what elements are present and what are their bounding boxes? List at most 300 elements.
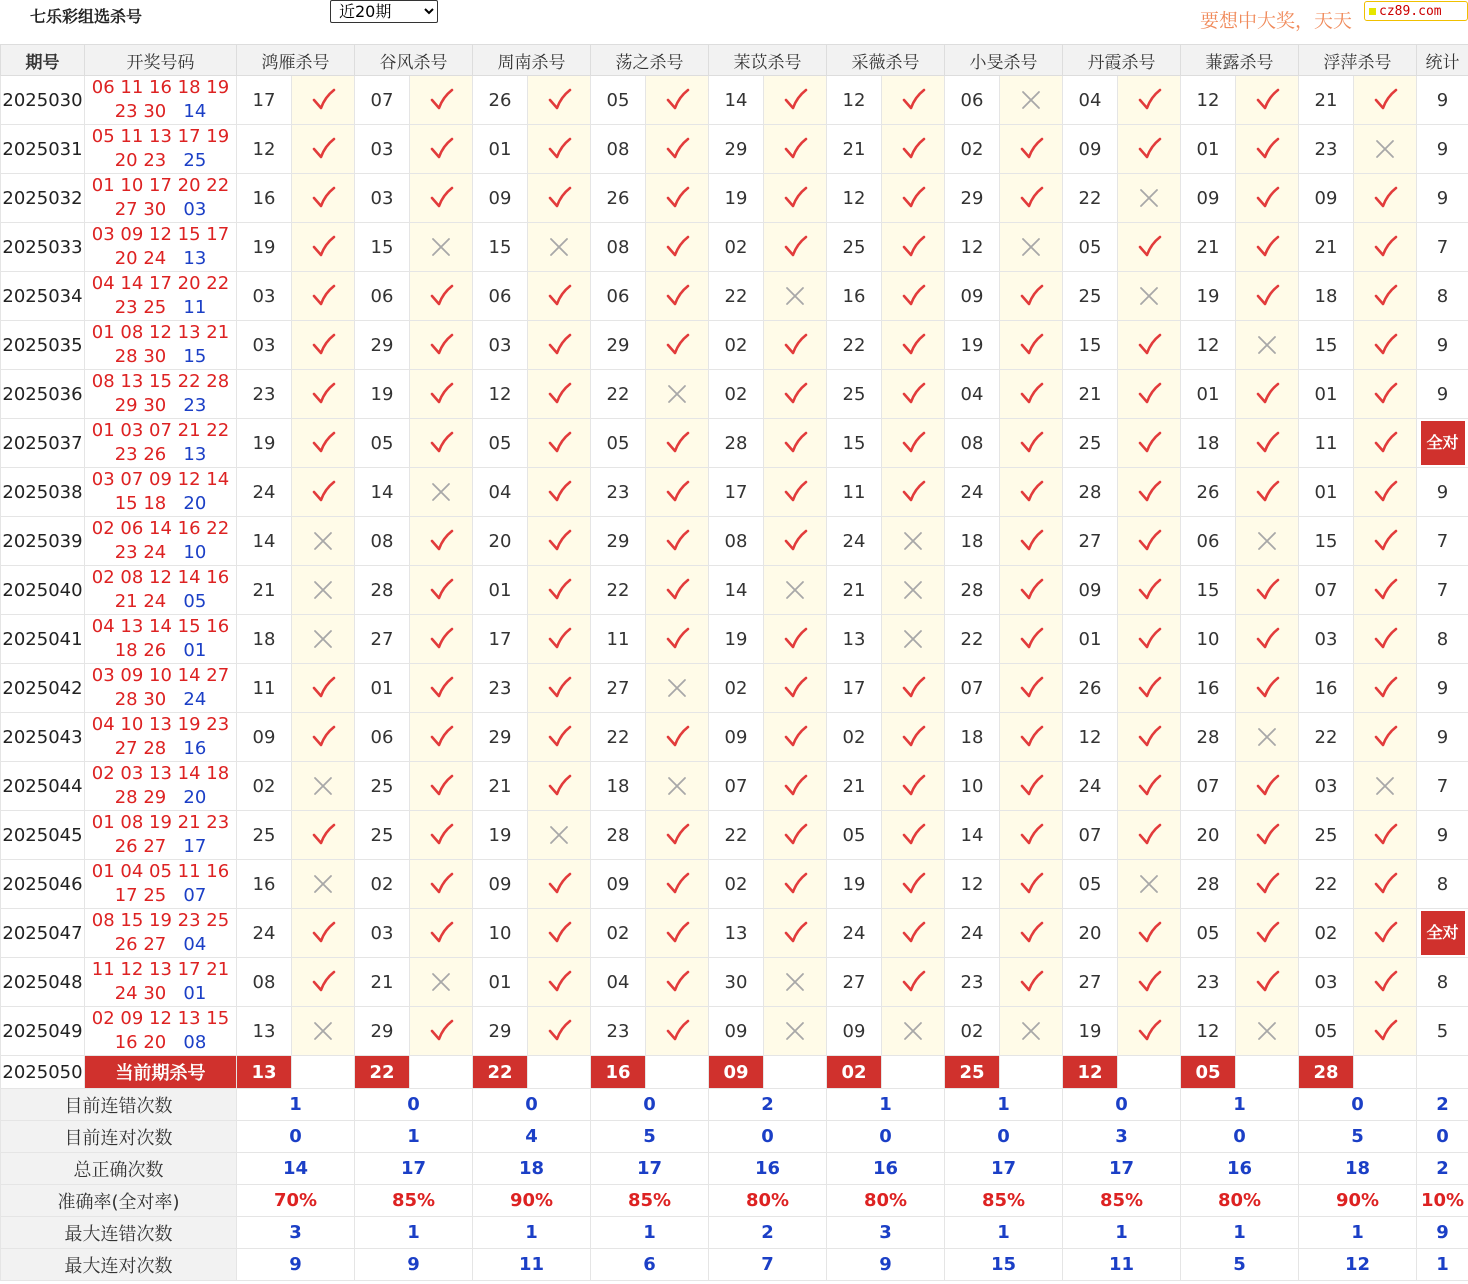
current-label: 当前期杀号	[85, 1056, 237, 1089]
kill-number-table	[0, 44, 1468, 1281]
kill-number: 14	[709, 76, 764, 125]
issue-cell: 2025034	[1, 272, 85, 321]
result-cell	[764, 615, 827, 664]
result-cell	[1236, 468, 1299, 517]
kill-number: 09	[237, 713, 292, 762]
check-icon	[1136, 479, 1162, 505]
result-cell	[1354, 762, 1417, 811]
draw-numbers-tail: 28 30	[114, 689, 167, 710]
check-icon	[310, 234, 336, 260]
check-icon	[1018, 675, 1044, 701]
kill-number: 25	[1063, 419, 1118, 468]
kill-number: 28	[709, 419, 764, 468]
kill-number: 02	[355, 860, 410, 909]
summary-value: 5	[591, 1121, 709, 1153]
special-number: 04	[183, 934, 207, 955]
kill-number: 17	[827, 664, 882, 713]
result-cell	[1354, 468, 1417, 517]
check-icon	[1372, 1018, 1398, 1044]
check-icon	[1372, 626, 1398, 652]
header-issue: 期号	[1, 45, 85, 76]
check-icon	[782, 87, 808, 113]
kill-number: 23	[1299, 125, 1354, 174]
draw-numbers-line1: 02 09 12 13 15	[91, 1008, 230, 1029]
special-number: 20	[183, 493, 207, 514]
kill-number: 08	[355, 517, 410, 566]
check-icon	[1136, 1018, 1162, 1044]
kill-number: 05	[1063, 860, 1118, 909]
check-icon	[1136, 430, 1162, 456]
result-cell	[764, 860, 827, 909]
cross-icon	[1372, 773, 1398, 799]
check-icon	[900, 724, 926, 750]
result-cell	[410, 762, 473, 811]
kill-number: 05	[1181, 909, 1236, 958]
kill-number: 03	[237, 321, 292, 370]
draw-numbers-tail: 17 25	[114, 885, 167, 906]
check-icon	[782, 724, 808, 750]
result-cell	[646, 468, 709, 517]
cross-icon	[1136, 185, 1162, 211]
result-cell	[1354, 370, 1417, 419]
header-expert[interactable]: 采薇杀号	[827, 45, 945, 76]
kill-number: 17	[473, 615, 528, 664]
result-cell	[528, 615, 591, 664]
special-number: 05	[183, 591, 207, 612]
draw-numbers-line2	[85, 982, 236, 1006]
cross-icon	[546, 234, 572, 260]
summary-value: 70%	[237, 1185, 355, 1217]
result-cell	[646, 174, 709, 223]
result-cell	[1236, 811, 1299, 860]
special-number: 01	[183, 640, 207, 661]
summary-value: 16	[709, 1153, 827, 1185]
header-stat: 统计	[1417, 45, 1468, 76]
kill-number: 19	[709, 615, 764, 664]
result-cell	[1118, 76, 1181, 125]
kill-number: 12	[945, 223, 1000, 272]
draw-numbers-line1: 01 03 07 21 22	[91, 420, 230, 441]
draw-numbers-line2	[85, 884, 236, 908]
kill-number: 09	[709, 1007, 764, 1056]
kill-number: 21	[1063, 370, 1118, 419]
result-cell	[1236, 1007, 1299, 1056]
result-cell	[1236, 419, 1299, 468]
result-cell	[1118, 909, 1181, 958]
result-cell	[1118, 811, 1181, 860]
draw-numbers-cell	[85, 713, 237, 762]
kill-number: 14	[355, 468, 410, 517]
kill-number: 07	[1299, 566, 1354, 615]
cross-icon	[1018, 1018, 1044, 1044]
result-cell	[1000, 174, 1063, 223]
kill-number: 16	[237, 174, 292, 223]
kill-number: 06	[355, 272, 410, 321]
check-icon	[428, 773, 454, 799]
check-icon	[428, 332, 454, 358]
kill-number: 02	[709, 223, 764, 272]
kill-number: 21	[827, 762, 882, 811]
header-expert[interactable]: 谷风杀号	[355, 45, 473, 76]
check-icon	[900, 920, 926, 946]
draw-numbers-cell	[85, 909, 237, 958]
draw-numbers-line1: 05 11 13 17 19	[91, 126, 230, 147]
result-cell	[528, 811, 591, 860]
cross-icon	[310, 577, 336, 603]
result-cell	[1118, 223, 1181, 272]
check-icon	[1018, 185, 1044, 211]
check-icon	[310, 724, 336, 750]
result-cell	[1354, 713, 1417, 762]
check-icon	[1018, 381, 1044, 407]
result-cell	[1118, 125, 1181, 174]
kill-number: 09	[473, 174, 528, 223]
cross-icon	[310, 871, 336, 897]
summary-value: 90%	[1299, 1185, 1417, 1217]
check-icon	[546, 528, 572, 554]
result-cell	[1236, 517, 1299, 566]
summary-value: 0	[355, 1089, 473, 1121]
result-cell	[646, 811, 709, 860]
kill-number: 11	[237, 664, 292, 713]
check-icon	[546, 773, 572, 799]
kill-number: 30	[709, 958, 764, 1007]
result-cell	[646, 272, 709, 321]
check-icon	[1136, 136, 1162, 162]
result-cell	[1000, 272, 1063, 321]
check-icon	[664, 283, 690, 309]
issue-cell: 2025044	[1, 762, 85, 811]
result-cell	[528, 419, 591, 468]
check-icon	[310, 675, 336, 701]
check-icon	[664, 430, 690, 456]
result-cell	[764, 370, 827, 419]
kill-number: 17	[237, 76, 292, 125]
summary-value: 1	[1063, 1217, 1181, 1249]
check-icon	[310, 381, 336, 407]
header-expert[interactable]: 蒹露杀号	[1181, 45, 1299, 76]
check-icon	[428, 381, 454, 407]
result-cell	[410, 909, 473, 958]
special-number: 15	[183, 346, 207, 367]
cross-icon	[1254, 1018, 1280, 1044]
special-number: 13	[183, 444, 207, 465]
kill-number: 24	[237, 468, 292, 517]
cross-icon	[1018, 234, 1044, 260]
result-cell	[882, 860, 945, 909]
result-cell	[292, 76, 355, 125]
kill-number: 25	[827, 370, 882, 419]
kill-number: 21	[355, 958, 410, 1007]
result-cell	[410, 76, 473, 125]
result-cell	[646, 125, 709, 174]
summary-value: 85%	[945, 1185, 1063, 1217]
stat-cell: 8	[1417, 615, 1468, 664]
draw-numbers-cell	[85, 566, 237, 615]
kill-number: 02	[945, 1007, 1000, 1056]
special-number: 08	[183, 1032, 207, 1053]
kill-number: 27	[355, 615, 410, 664]
kill-number: 18	[1181, 419, 1236, 468]
table-row	[1, 811, 1468, 860]
summary-value: 0	[591, 1089, 709, 1121]
kill-number: 18	[945, 517, 1000, 566]
kill-number: 12	[1181, 1007, 1236, 1056]
check-icon	[900, 430, 926, 456]
check-icon	[1254, 920, 1280, 946]
draw-numbers-line2	[85, 933, 236, 957]
summary-value: 18	[473, 1153, 591, 1185]
current-row	[1, 1056, 1468, 1089]
check-icon	[664, 920, 690, 946]
result-cell	[1118, 174, 1181, 223]
result-cell	[1000, 125, 1063, 174]
result-cell	[1236, 615, 1299, 664]
special-number: 03	[183, 199, 207, 220]
current-kill-number: 22	[355, 1056, 410, 1089]
issue-cell: 2025042	[1, 664, 85, 713]
draw-numbers-cell	[85, 517, 237, 566]
header-expert[interactable]: 周南杀号	[473, 45, 591, 76]
kill-number: 22	[827, 321, 882, 370]
result-cell	[646, 517, 709, 566]
current-kill-number: 12	[1063, 1056, 1118, 1089]
check-icon	[1254, 381, 1280, 407]
header-expert[interactable]: 茉苡杀号	[709, 45, 827, 76]
current-kill-number: 16	[591, 1056, 646, 1089]
result-cell	[410, 615, 473, 664]
header-expert[interactable]: 荡之杀号	[591, 45, 709, 76]
result-cell	[1000, 860, 1063, 909]
check-icon	[900, 332, 926, 358]
result-cell	[410, 811, 473, 860]
cross-icon	[310, 528, 336, 554]
check-icon	[664, 871, 690, 897]
check-icon	[1372, 283, 1398, 309]
kill-number: 19	[1063, 1007, 1118, 1056]
draw-numbers-cell	[85, 76, 237, 125]
check-icon	[782, 234, 808, 260]
result-cell	[528, 174, 591, 223]
result-cell	[292, 419, 355, 468]
summary-value: 17	[591, 1153, 709, 1185]
result-cell	[1354, 223, 1417, 272]
draw-numbers-tail: 20 23	[114, 150, 167, 171]
table-row	[1, 125, 1468, 174]
kill-number: 11	[591, 615, 646, 664]
summary-value: 0	[1299, 1089, 1417, 1121]
kill-number: 12	[1181, 76, 1236, 125]
kill-number: 22	[945, 615, 1000, 664]
header-expert[interactable]: 丹霞杀号	[1063, 45, 1181, 76]
cross-icon	[664, 675, 690, 701]
kill-number: 24	[945, 909, 1000, 958]
period-select[interactable]	[330, 0, 438, 23]
result-cell	[528, 468, 591, 517]
kill-number: 27	[591, 664, 646, 713]
check-icon	[428, 920, 454, 946]
draw-numbers-line1: 04 10 13 19 23	[91, 714, 230, 735]
summary-stat: 0	[1417, 1121, 1468, 1153]
result-cell	[1118, 664, 1181, 713]
kill-number: 19	[709, 174, 764, 223]
result-cell	[1118, 860, 1181, 909]
current-empty-cell	[646, 1056, 709, 1089]
draw-numbers-tail: 24 30	[114, 983, 167, 1004]
draw-numbers-line2	[85, 247, 236, 271]
cross-icon	[310, 626, 336, 652]
result-cell	[882, 566, 945, 615]
draw-numbers-line2	[85, 1031, 236, 1055]
page-header	[0, 0, 1468, 44]
check-icon	[664, 234, 690, 260]
check-icon	[1018, 969, 1044, 995]
summary-label: 准确率(全对率)	[1, 1185, 237, 1217]
kill-number: 22	[591, 370, 646, 419]
stat-cell: 9	[1417, 664, 1468, 713]
kill-number: 23	[237, 370, 292, 419]
summary-value: 2	[709, 1089, 827, 1121]
stat-cell: 9	[1417, 713, 1468, 762]
kill-number: 29	[945, 174, 1000, 223]
stat-cell: 9	[1417, 811, 1468, 860]
check-icon	[782, 871, 808, 897]
summary-value: 9	[827, 1249, 945, 1281]
draw-numbers-tail: 28 30	[114, 346, 167, 367]
check-icon	[546, 136, 572, 162]
kill-number: 05	[591, 419, 646, 468]
result-cell	[1000, 419, 1063, 468]
cross-icon	[782, 577, 808, 603]
stat-cell: 7	[1417, 517, 1468, 566]
kill-number: 12	[1181, 321, 1236, 370]
summary-value: 1	[1181, 1217, 1299, 1249]
issue-cell: 2025037	[1, 419, 85, 468]
special-number: 11	[183, 297, 207, 318]
summary-row	[1, 1185, 1468, 1217]
check-icon	[782, 332, 808, 358]
kill-number: 25	[237, 811, 292, 860]
result-cell	[528, 664, 591, 713]
issue-cell: 2025036	[1, 370, 85, 419]
site-logo[interactable]	[1364, 1, 1468, 21]
cross-icon	[782, 969, 808, 995]
cross-icon	[664, 381, 690, 407]
result-cell	[528, 713, 591, 762]
check-icon	[900, 479, 926, 505]
kill-number: 04	[591, 958, 646, 1007]
draw-numbers-line1: 02 03 13 14 18	[91, 763, 230, 784]
check-icon	[782, 528, 808, 554]
result-cell	[410, 1007, 473, 1056]
check-icon	[1136, 234, 1162, 260]
kill-number: 21	[473, 762, 528, 811]
kill-number: 03	[1299, 762, 1354, 811]
draw-numbers-cell	[85, 125, 237, 174]
summary-value: 2	[709, 1217, 827, 1249]
check-icon	[546, 87, 572, 113]
check-icon	[1136, 675, 1162, 701]
result-cell	[646, 1007, 709, 1056]
kill-number: 28	[1181, 860, 1236, 909]
result-cell	[410, 860, 473, 909]
result-cell	[1118, 958, 1181, 1007]
result-cell	[764, 76, 827, 125]
kill-number: 12	[827, 76, 882, 125]
issue-cell: 2025045	[1, 811, 85, 860]
table-row	[1, 468, 1468, 517]
check-icon	[546, 577, 572, 603]
kill-number: 12	[827, 174, 882, 223]
draw-numbers-line1: 01 08 12 13 21	[91, 322, 230, 343]
result-cell	[1354, 174, 1417, 223]
draw-numbers-tail: 18 26	[114, 640, 167, 661]
header-expert[interactable]: 浮萍杀号	[1299, 45, 1417, 76]
current-kill-number: 28	[1299, 1056, 1354, 1089]
check-icon	[1372, 969, 1398, 995]
result-cell	[292, 125, 355, 174]
draw-numbers-cell	[85, 1007, 237, 1056]
kill-number: 02	[709, 321, 764, 370]
result-cell	[1354, 1007, 1417, 1056]
issue-cell: 2025046	[1, 860, 85, 909]
table-row	[1, 272, 1468, 321]
kill-number: 06	[945, 76, 1000, 125]
kill-number: 02	[709, 370, 764, 419]
cross-icon	[1136, 283, 1162, 309]
draw-numbers-tail: 23 26	[114, 444, 167, 465]
result-cell	[1000, 517, 1063, 566]
summary-value: 3	[827, 1217, 945, 1249]
kill-number: 05	[355, 419, 410, 468]
result-cell	[1000, 321, 1063, 370]
table-row	[1, 517, 1468, 566]
stat-cell: 9	[1417, 76, 1468, 125]
result-cell	[292, 713, 355, 762]
cross-icon	[310, 1018, 336, 1044]
result-cell	[646, 713, 709, 762]
draw-numbers-line1: 01 04 05 11 16	[91, 861, 230, 882]
summary-value: 0	[827, 1121, 945, 1153]
issue-cell: 2025040	[1, 566, 85, 615]
result-cell	[1236, 664, 1299, 713]
kill-number: 09	[945, 272, 1000, 321]
check-icon	[1018, 430, 1044, 456]
header-expert[interactable]: 鸿雁杀号	[237, 45, 355, 76]
result-cell	[764, 713, 827, 762]
result-cell	[1354, 615, 1417, 664]
check-icon	[1018, 773, 1044, 799]
summary-value: 3	[237, 1217, 355, 1249]
check-icon	[546, 332, 572, 358]
check-icon	[1018, 871, 1044, 897]
header-expert[interactable]: 小旻杀号	[945, 45, 1063, 76]
cross-icon	[900, 1018, 926, 1044]
cross-icon	[782, 283, 808, 309]
summary-value: 5	[1181, 1249, 1299, 1281]
kill-number: 07	[945, 664, 1000, 713]
kill-number: 01	[355, 664, 410, 713]
result-cell	[292, 566, 355, 615]
draw-numbers-cell	[85, 419, 237, 468]
check-icon	[900, 381, 926, 407]
result-cell	[292, 1007, 355, 1056]
kill-number: 27	[827, 958, 882, 1007]
kill-number: 02	[237, 762, 292, 811]
header-numbers: 开奖号码	[85, 45, 237, 76]
summary-value: 90%	[473, 1185, 591, 1217]
result-cell	[1236, 860, 1299, 909]
